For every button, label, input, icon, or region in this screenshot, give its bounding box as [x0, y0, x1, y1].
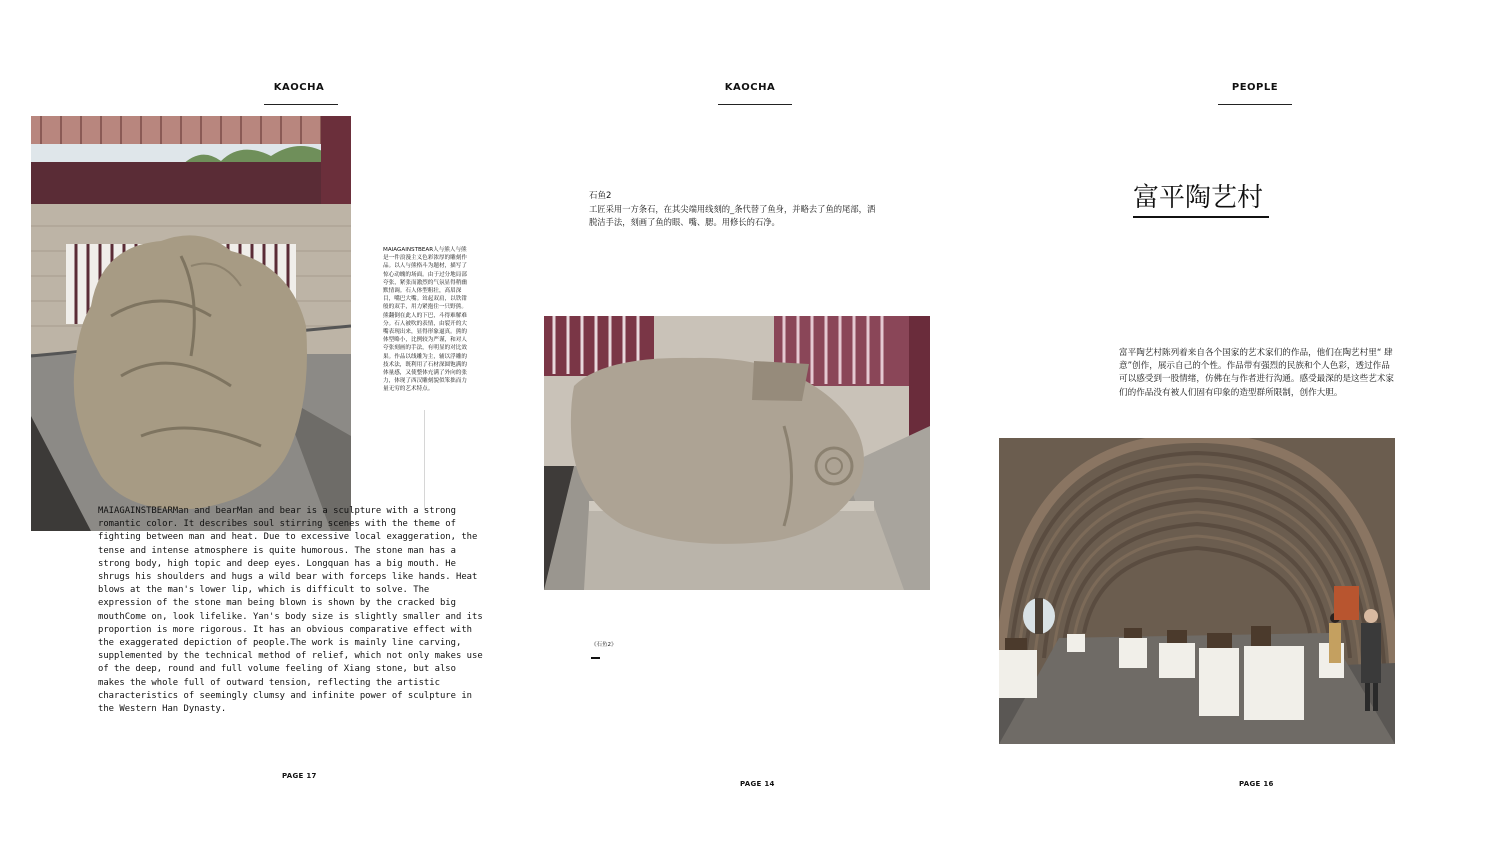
middle-section-title: KAOCHA — [724, 82, 776, 93]
middle-page-number: PAGE 14 — [740, 780, 775, 788]
left-side-divider — [424, 410, 425, 510]
middle-small-label: 《石鱼2》 — [591, 642, 617, 648]
left-section-title: KAOCHA — [273, 82, 325, 93]
stone-man-bear-photo — [31, 116, 351, 531]
stone-fish-photo — [544, 316, 930, 590]
middle-caption-title: 石鱼2 — [589, 191, 612, 201]
right-title-rule — [1218, 104, 1292, 105]
right-page-number: PAGE 16 — [1239, 780, 1274, 788]
left-side-note: MAIAGAINSTBEAR人与熊人与熊是一件浪漫主义色彩浓厚的雕刻作品。以人与熊格斗为题材，描写了惊心动魄的场面。由于过分地局部夸张，紧张而激烈的气氛显得稍幽默情调。石人体型粗壮，高眉深目，嘴巴大嘴。耸起双肩，以铁钳般的双手，用力紧抱住一只野熊。熊翻倒在此人的下巴，斗得难解难分。石人被吹的表情，由裂开的大嘴表现出来，显得形象逼真。熊的体型略小，比例较为严谨，和对人夸张刻画的手法，有明显的对比效果。作品以线雕为主，辅以浮雕的技术法，既利用了石材深圆饱满的体量感，又使整体充满了外向的张力，体现了西汉雕刻貌似笨拙而力量无穷的艺术特点。 — [383, 247, 467, 393]
middle-title-rule — [718, 104, 792, 105]
tunnel-exhibition-photo — [999, 438, 1395, 744]
middle-small-rule — [591, 657, 600, 659]
left-body-text: MAIAGAINSTBEARMan and bearMan and bear is a sculpture with a strong romantic color. It describes soul stirring scenes with the theme of fighting between man and heat. Due to excessive local exaggeration, the tense and intense atmosphere is quite humorous. The stone man has a strong body, high topic and deep eyes. Longquan has a big mouth. He shrugs his shoulders and hugs a wild bear with forceps like hands. Heat blows at the man's lower lip, which is difficult to solve. The expression of the stone man being blown is shown by the cracked big mouthCome on, look lifelike. Yan's body size is slightly smaller and its proportion is more rigorous. It has an obvious comparative effect with the exaggerated depiction of people.The work is mainly line carving, supplemented by the technical method of relief, which not only makes use of the deep, round and full volume feeling of Xiang stone, but also makes the whole full of outward tension, reflecting the artistic characteristics of seemingly clumsy and infinite power of sculpture in the Western Han Dynasty. — [98, 506, 483, 715]
left-page-number: PAGE 17 — [282, 772, 317, 780]
left-title-rule — [264, 104, 338, 105]
middle-caption-text: 工匠采用一方条石，在其尖端用线刻的_条代替了鱼身，并略去了鱼的尾部，洒脱洁手法，刻画了鱼的眼、嘴、腮。用修长的石净。 — [589, 204, 876, 227]
right-paragraph: 富平陶艺村陈列着来自各个国家的艺术家们的作品，他们在陶艺村里“ 肆意”创作，展示自己的个性。作品带有强烈的民族和个人色彩，透过作品可以感受到一股情绪，仿佛在与作者进行沟通。感受最深的是这些艺术家们的作品没有被人们固有印象的造型群所限制，创作大胆。 — [1119, 348, 1395, 398]
right-heading: 富平陶艺村 — [1133, 180, 1269, 218]
right-section-title: PEOPLE — [1231, 82, 1279, 93]
